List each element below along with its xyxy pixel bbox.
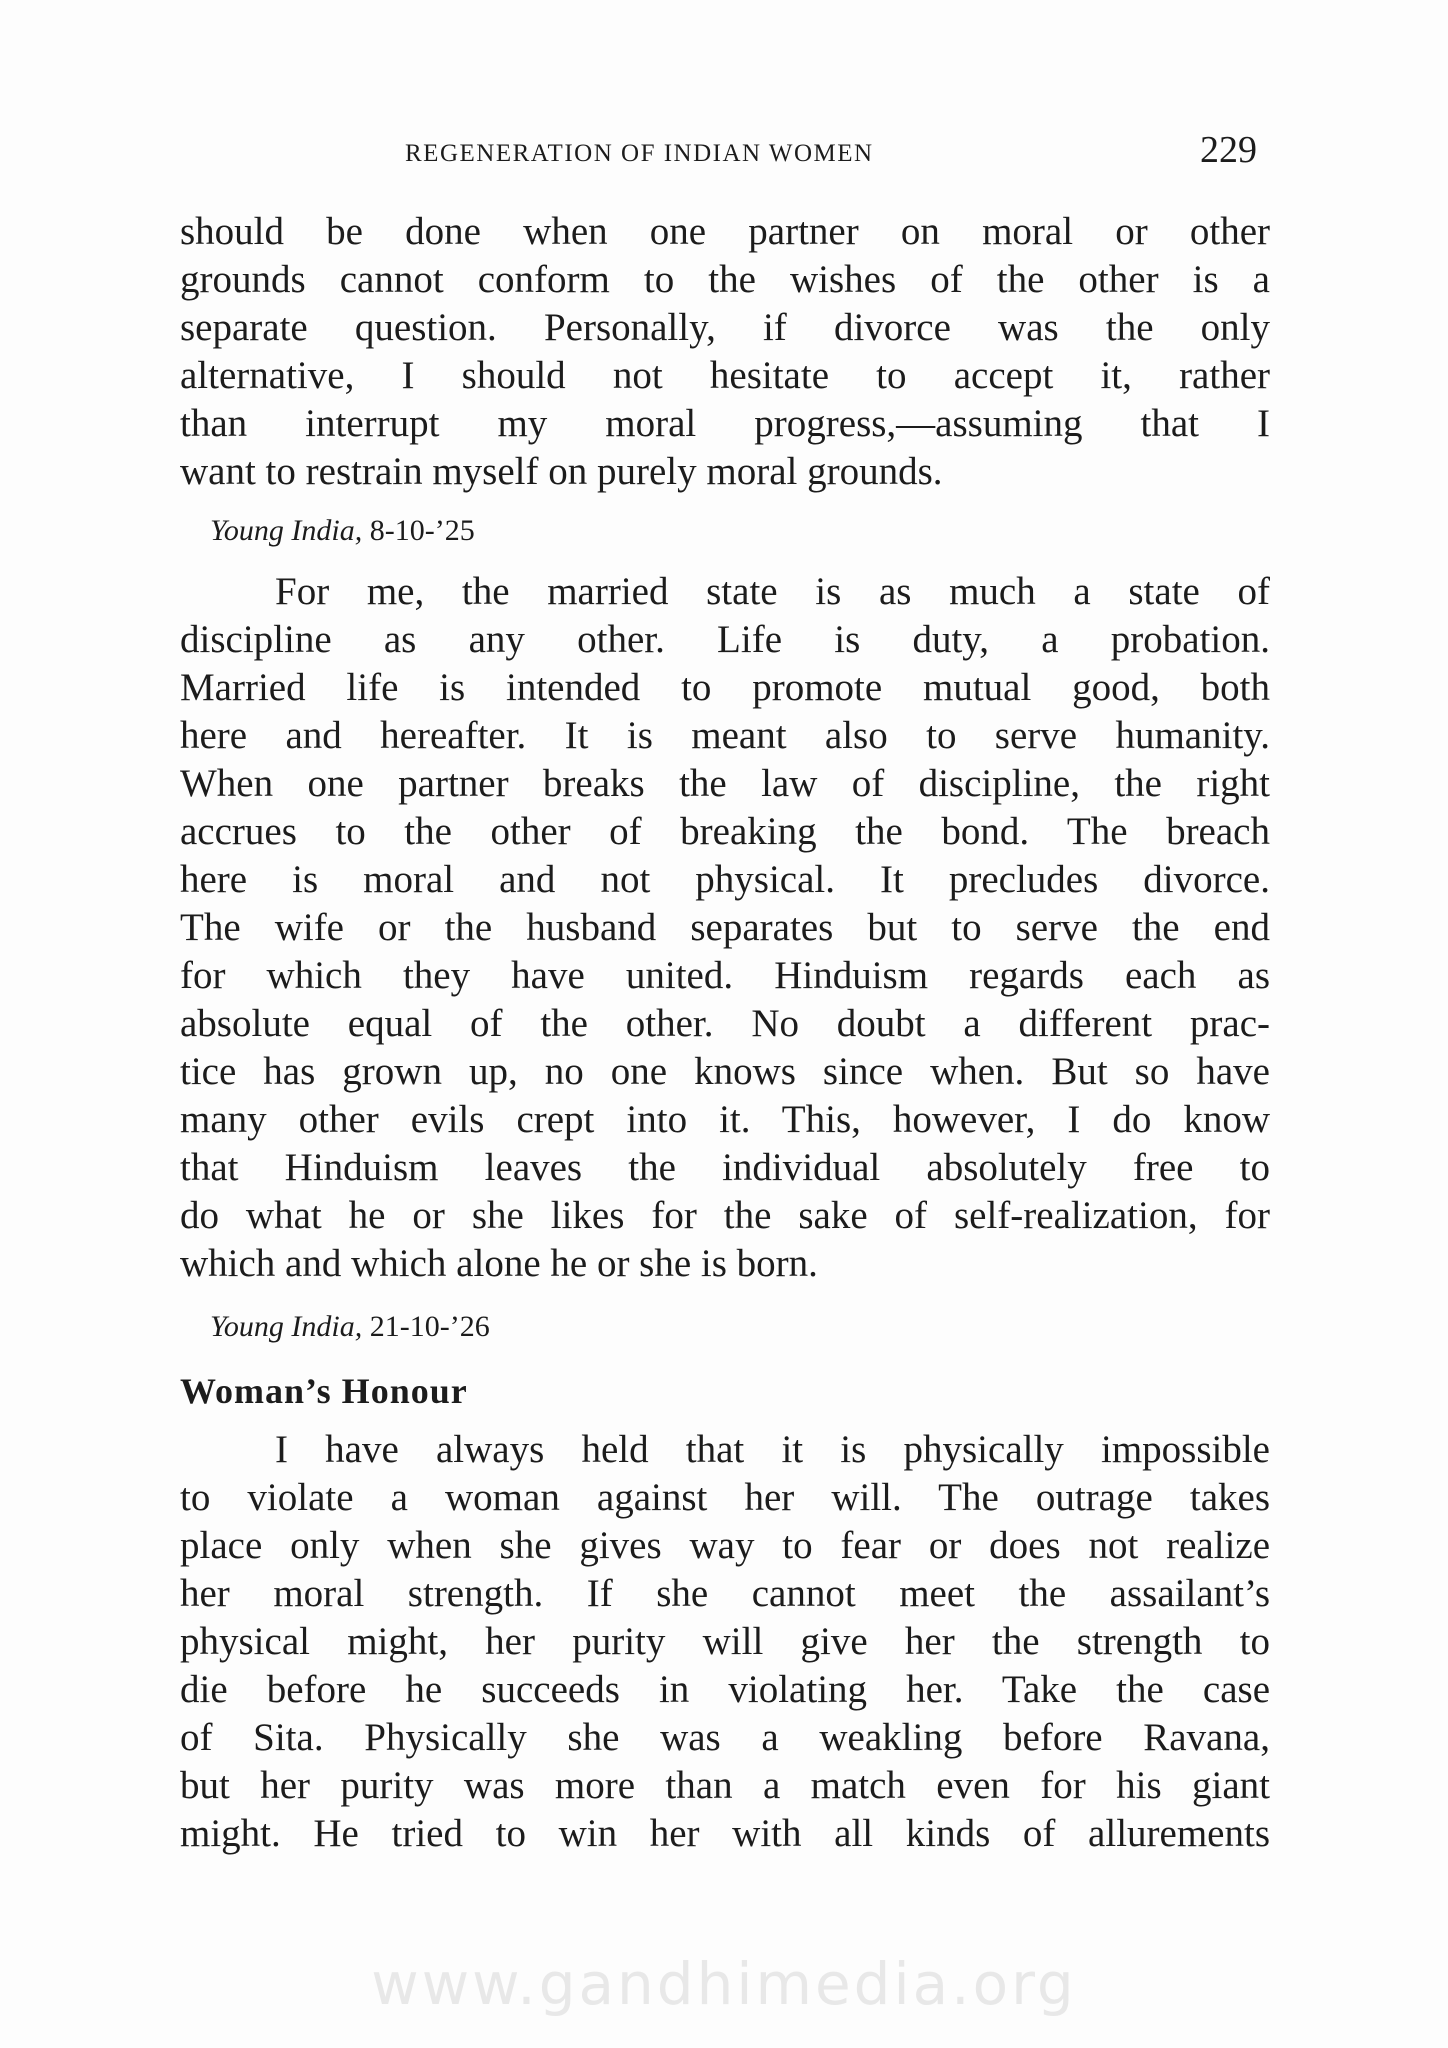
paragraph-line: When one partner breaks the law of discipline, the right: [180, 762, 1270, 805]
paragraph-line: do what he or she likes for the sake of self-realization, for: [180, 1194, 1270, 1237]
citation-1: [210, 514, 475, 548]
paragraph-line: of Sita. Physically she was a weakling before Ravana,: [180, 1716, 1270, 1759]
paragraph-line: physical might, her purity will give her the strength to: [180, 1620, 1270, 1663]
paragraph-line: that Hinduism leaves the individual absolutely free to: [180, 1146, 1270, 1189]
paragraph-line: here and hereafter. It is meant also to serve humanity.: [180, 714, 1270, 757]
paragraph-3: [180, 1426, 1270, 1858]
paragraph-line: which and which alone he or she is born.: [180, 1242, 818, 1285]
citation-2: [210, 1310, 490, 1344]
running-head: REGENERATION OF INDIAN WOMEN: [405, 140, 874, 167]
paragraph-2: [180, 568, 1270, 1288]
paragraph-line: absolute equal of the other. No doubt a different prac-: [180, 1002, 1270, 1045]
page-number: 229: [1200, 129, 1257, 171]
citation-date: 21-10-’26: [369, 1310, 490, 1343]
paragraph-line: to violate a woman against her will. The outrage takes: [180, 1476, 1270, 1519]
paragraph-line: want to restrain myself on purely moral grounds.: [180, 450, 943, 493]
paragraph-line: separate question. Personally, if divorce was the only: [180, 306, 1270, 349]
paragraph-line: I have always held that it is physically impossible: [275, 1428, 1270, 1471]
paragraph-line: for which they have united. Hinduism regards each as: [180, 954, 1270, 997]
citation-date: 8-10-’25: [369, 514, 475, 547]
paragraph-line: many other evils crept into it. This, however, I do know: [180, 1098, 1270, 1141]
paragraph-line: Married life is intended to promote mutual good, both: [180, 666, 1270, 709]
paragraph-1: [180, 208, 1270, 496]
paragraph-line: should be done when one partner on moral or other: [180, 210, 1270, 253]
section-heading: Woman’s Honour: [180, 1371, 468, 1411]
paragraph-line: die before he succeeds in violating her. Take the case: [180, 1668, 1270, 1711]
paragraph-line: here is moral and not physical. It precludes divorce.: [180, 858, 1270, 901]
paragraph-line: but her purity was more than a match even for his giant: [180, 1764, 1270, 1807]
paragraph-line: The wife or the husband separates but to serve the end: [180, 906, 1270, 949]
paragraph-line: than interrupt my moral progress,—assuming that I: [180, 402, 1270, 445]
paragraph-line: grounds cannot conform to the wishes of the other is a: [180, 258, 1270, 301]
citation-source: Young India,: [210, 1310, 363, 1343]
paragraph-line: tice has grown up, no one knows since when. But so have: [180, 1050, 1270, 1093]
paragraph-line: might. He tried to win her with all kinds of allurements: [180, 1812, 1270, 1855]
paragraph-line: For me, the married state is as much a state of: [275, 570, 1270, 613]
paragraph-line: alternative, I should not hesitate to accept it, rather: [180, 354, 1270, 397]
watermark: www.gandhimedia.org: [371, 1950, 1077, 2018]
paragraph-line: accrues to the other of breaking the bond. The breach: [180, 810, 1270, 853]
citation-source: Young India,: [210, 514, 363, 547]
paragraph-line: her moral strength. If she cannot meet the assailant’s: [180, 1572, 1270, 1615]
paragraph-line: place only when she gives way to fear or does not realize: [180, 1524, 1270, 1567]
paragraph-line: discipline as any other. Life is duty, a probation.: [180, 618, 1270, 661]
